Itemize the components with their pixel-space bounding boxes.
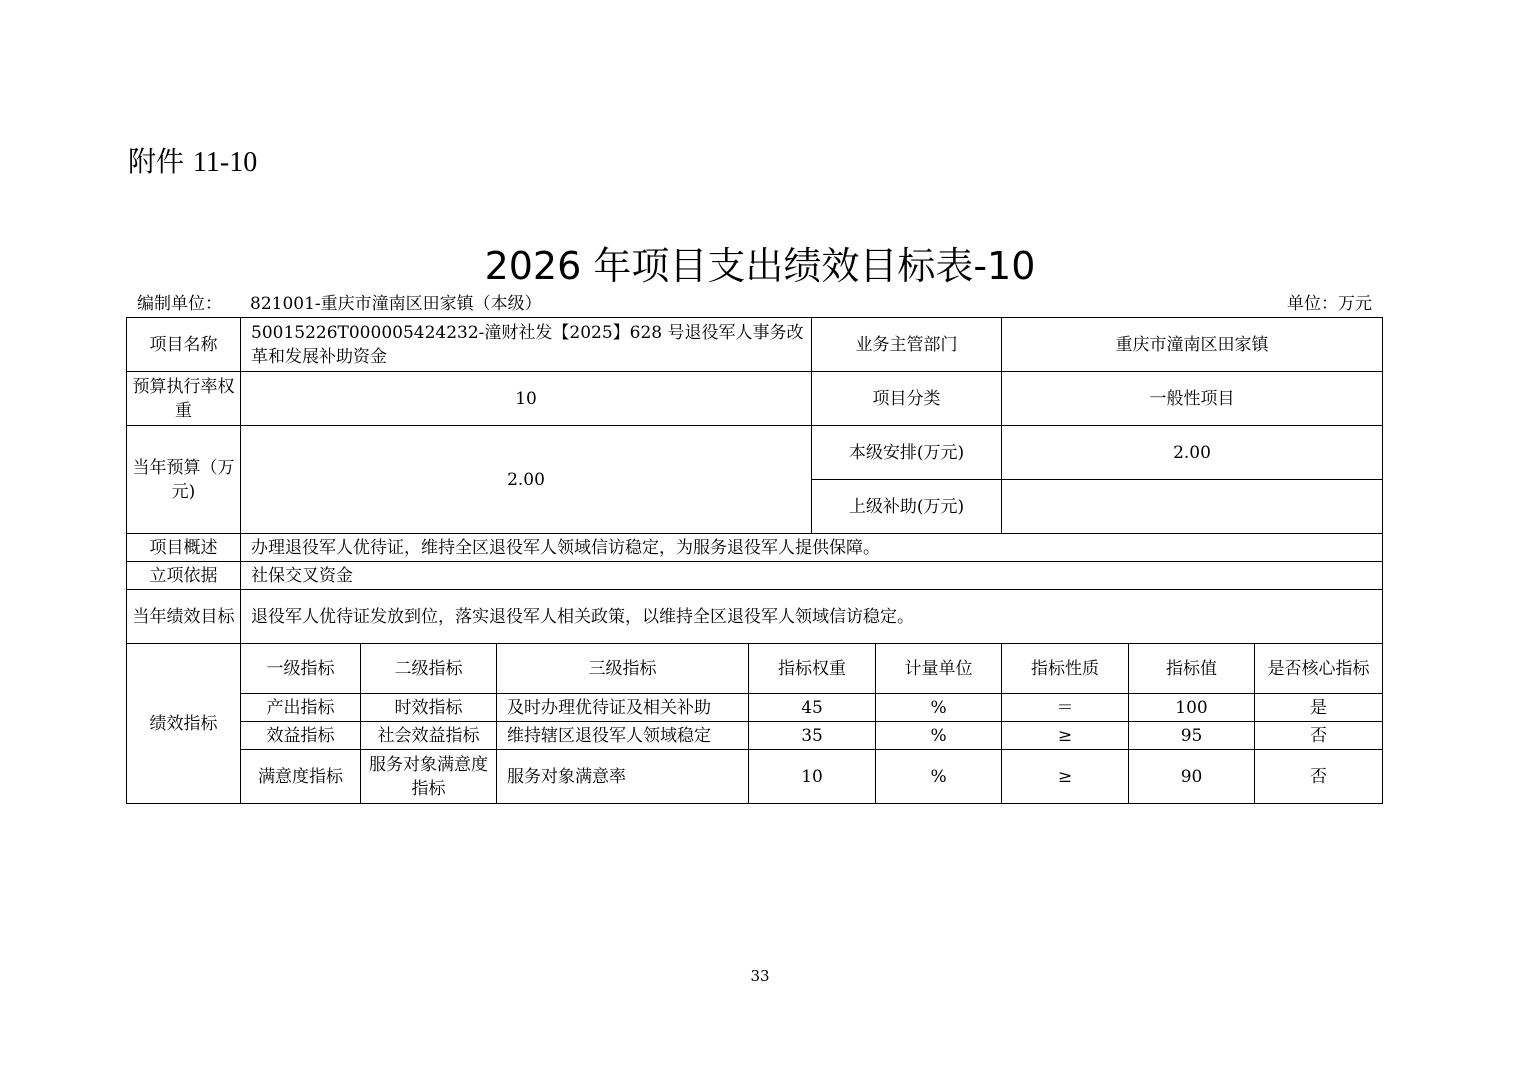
row-overview [127, 534, 1383, 562]
header-nature: 指标性质 [1002, 644, 1129, 694]
weight-label: 预算执行率权重 [127, 372, 241, 426]
indicator-value: 100 [1129, 694, 1255, 722]
overview-label: 项目概述 [127, 534, 241, 562]
attachment-prefix: 附件 [128, 145, 185, 178]
attachment-number: 11-10 [192, 147, 258, 178]
indicator-level1: 产出指标 [241, 694, 361, 722]
upper-value [1002, 480, 1383, 534]
indicator-level1: 效益指标 [241, 722, 361, 750]
currency-unit: 单位：万元 [1287, 294, 1372, 314]
indicator-row [127, 750, 1383, 804]
indicator-core: 否 [1255, 750, 1383, 804]
indicator-value: 95 [1129, 722, 1255, 750]
header-unit: 计量单位 [876, 644, 1002, 694]
goal-label: 当年绩效目标 [127, 590, 241, 644]
header-value: 指标值 [1129, 644, 1255, 694]
header-weight: 指标权重 [749, 644, 876, 694]
indicator-weight: 35 [749, 722, 876, 750]
indicator-row [127, 694, 1383, 722]
row-basis [127, 562, 1383, 590]
indicator-level3: 及时办理优待证及相关补助 [497, 694, 749, 722]
goal-value: 退役军人优待证发放到位，落实退役军人相关政策，以维持全区退役军人领域信访稳定。 [241, 590, 1383, 644]
indicator-header-row [127, 644, 1383, 694]
dept-label: 业务主管部门 [812, 318, 1002, 372]
indicator-level2: 社会效益指标 [361, 722, 497, 750]
indicator-nature: ≥ [1002, 722, 1129, 750]
attachment-label [128, 144, 257, 181]
indicator-value: 90 [1129, 750, 1255, 804]
indicator-weight: 45 [749, 694, 876, 722]
indicator-weight: 10 [749, 750, 876, 804]
dept-value: 重庆市潼南区田家镇 [1002, 318, 1383, 372]
header-level1: 一级指标 [241, 644, 361, 694]
project-name-value: 50015226T000005424232-潼财社发【2025】628 号退役军人事务改革和发展补助资金 [241, 318, 812, 372]
indicator-unit: % [876, 750, 1002, 804]
page-title: 2026 年项目支出绩效目标表-10 [484, 244, 1036, 288]
compiling-unit-value: 821001-重庆市潼南区田家镇（本级） [250, 294, 542, 314]
basis-value: 社保交叉资金 [241, 562, 1383, 590]
row-project-name [127, 318, 1383, 372]
budget-label: 当年预算（万元) [127, 426, 241, 534]
indicator-unit: % [876, 722, 1002, 750]
weight-value: 10 [241, 372, 812, 426]
header-core: 是否核心指标 [1255, 644, 1383, 694]
indicator-nature: ＝ [1002, 694, 1129, 722]
compiling-unit-label: 编制单位： [137, 294, 222, 314]
indicator-unit: % [876, 694, 1002, 722]
indicator-level2: 时效指标 [361, 694, 497, 722]
header-level2: 二级指标 [361, 644, 497, 694]
row-weight [127, 372, 1383, 426]
indicator-level1: 满意度指标 [241, 750, 361, 804]
performance-table [126, 317, 1383, 804]
overview-value: 办理退役军人优待证，维持全区退役军人领域信访稳定，为服务退役军人提供保障。 [241, 534, 1383, 562]
row-goal [127, 590, 1383, 644]
budget-value: 2.00 [241, 426, 812, 534]
indicators-section-label: 绩效指标 [127, 644, 241, 804]
indicator-nature: ≥ [1002, 750, 1129, 804]
compiling-unit [137, 292, 542, 316]
local-value: 2.00 [1002, 426, 1383, 480]
header-level3: 三级指标 [497, 644, 749, 694]
indicator-core: 否 [1255, 722, 1383, 750]
indicator-row [127, 722, 1383, 750]
indicator-core: 是 [1255, 694, 1383, 722]
basis-label: 立项依据 [127, 562, 241, 590]
project-name-label: 项目名称 [127, 318, 241, 372]
indicator-level2: 服务对象满意度指标 [361, 750, 497, 804]
category-label: 项目分类 [812, 372, 1002, 426]
indicator-level3: 维持辖区退役军人领域稳定 [497, 722, 749, 750]
row-budget [127, 426, 1383, 480]
page-number: 33 [750, 967, 770, 985]
upper-label: 上级补助(万元) [812, 480, 1002, 534]
local-label: 本级安排(万元) [812, 426, 1002, 480]
category-value: 一般性项目 [1002, 372, 1383, 426]
indicator-level3: 服务对象满意率 [497, 750, 749, 804]
